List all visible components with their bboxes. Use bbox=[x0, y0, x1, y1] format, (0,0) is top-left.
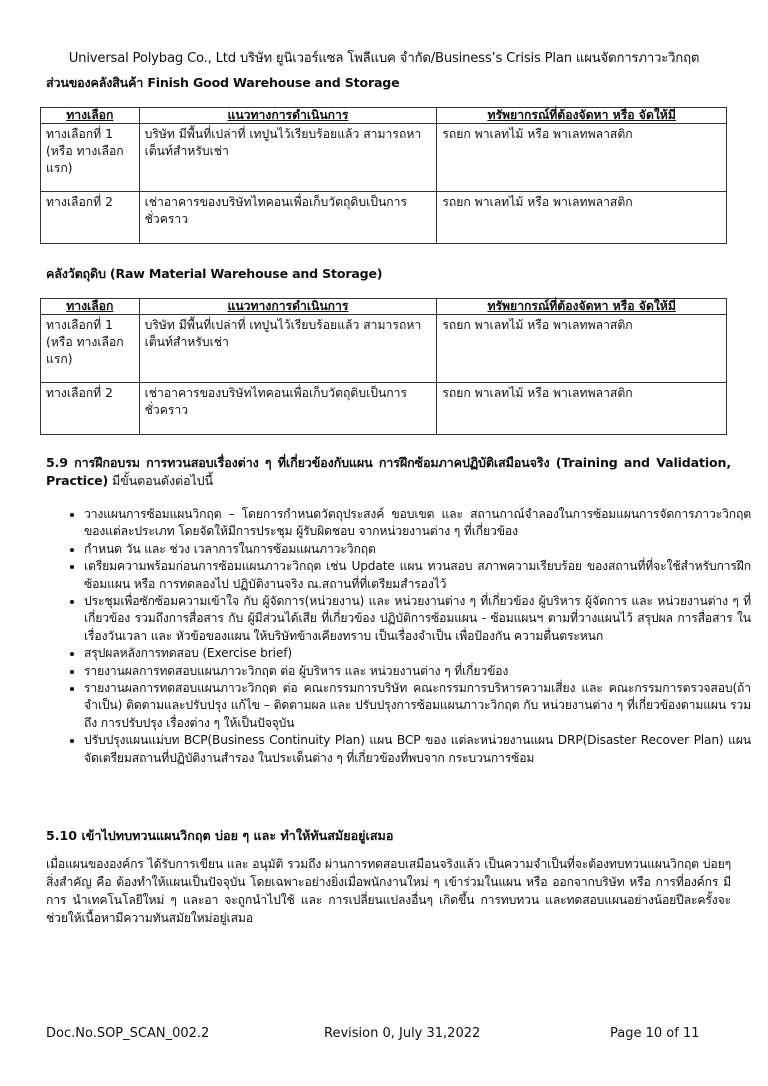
table-row bbox=[41, 124, 727, 192]
page-header: Universal Polybag Co., Ltd บริษัท ยูนิเวอร์แซล โพลีแบค จำกัด/Business’s Crisis Plan แผนจัดการภาวะวิกฤต bbox=[68, 51, 700, 66]
table-cell: รถยก พาเลทไม้ หรือ พาเลทพลาสติก bbox=[437, 383, 727, 435]
column-header: ทรัพยากรณ์ที่ต้องจัดหา หรือ จัดให้มี bbox=[437, 108, 727, 124]
table-cell: รถยก พาเลทไม้ หรือ พาเลทพลาสติก bbox=[437, 124, 727, 192]
column-header: ทรัพยากรณ์ที่ต้องจัดหา หรือ จัดให้มี bbox=[437, 299, 727, 315]
list-item: • ประชุมเพื่อซักซ้อมความเข้าใจ กับ ผู้จัดการ(หน่วยงาน) และ หน่วยงานต่าง ๆ ที่เกี่ยวข้อง ผู้บริหาร ผู้จัดการ และ หน่วยงานต่าง ๆ ที่เกี่ยวข้อง รวมถึงการสื่อสาร กับ ผู้มีส่วนได้เสีย ที่เกี่ยวข้อง ปฏิบัติการซ้อมแผน - ซ้อมแผนฯ ตามที่วางแผนไว้ สรุปผล การสื่อสาร ในเรื่องวันเวลา และ หัวข้อของแผน ให้บริษัทข้างเคียงทราบ เป็นเรื่องจำเป็น เพื่อป้องกัน ความตื่นตระหนก bbox=[84, 593, 751, 645]
rm-options-table bbox=[40, 298, 727, 435]
column-header: แนวทางการดำเนินการ bbox=[139, 299, 437, 315]
footer-doc-number: Doc.No.SOP_SCAN_002.2 bbox=[46, 1026, 210, 1041]
footer-revision: Revision 0, July 31,2022 bbox=[324, 1026, 481, 1041]
table-cell: เช่าอาคารของบริษัทไทคอนเพื่อเก็บวัตถุดิบเป็นการชั่วคราว bbox=[139, 192, 437, 244]
table-cell: ทางเลือกที่ 2 bbox=[41, 192, 140, 244]
list-item: • วางแผนการซ้อมแผนวิกฤต – โดยการกำหนดวัตถุประสงค์ ขอบเขต และ สถานกาณ์จำลองในการซ้อมแผนการจัดการภาวะวิกฤตของแต่ละประเภท โดยจัดให้มีการประชุม ผู้รับผิดชอบ จากหน่วยงานต่าง ๆ ที่เกี่ยวข้อง bbox=[84, 506, 751, 541]
list-item: • เตรียมความพร้อมก่อนการซ้อมแผนภาวะวิกฤต เช่น Update แผน ทวนสอบ สภาพความเรียบร้อย ของสถานที่ที่จะใช้สำหรับการฝึกซ้อมแผน หรือ การทดลองไป ปฏิบัติงานจริง ณ.สถานที่ที่เตรียมสำรองไว้ bbox=[84, 558, 751, 593]
section-5-9-steps bbox=[64, 506, 751, 767]
list-item: • รายงานผลการทดสอบแผนภาวะวิกฤต ต่อ ผู้บริหาร และ หน่วยงานต่าง ๆ ที่เกี่ยวข้อง bbox=[84, 663, 751, 680]
fg-options-table bbox=[40, 107, 727, 244]
column-header: ทางเลือก bbox=[41, 299, 140, 315]
fg-section-heading: ส่วนของคลังสินค้า Finish Good Warehouse and Storage bbox=[46, 75, 400, 90]
table-cell: บริษัท มีพื้นที่เปล่าที่ เทปูนไว้เรียบร้อยแล้ว สามารถหาเต็นท์สำหรับเช่า bbox=[139, 124, 437, 192]
table-row bbox=[41, 383, 727, 435]
table-cell: เช่าอาคารของบริษัทไทคอนเพื่อเก็บวัตถุดิบเป็นการชั่วคราว bbox=[139, 383, 437, 435]
table-cell: บริษัท มีพื้นที่เปล่าที่ เทปูนไว้เรียบร้อยแล้ว สามารถหาเต็นท์สำหรับเช่า bbox=[139, 315, 437, 383]
table-header-row bbox=[41, 299, 727, 315]
table-row bbox=[41, 315, 727, 383]
table-cell: ทางเลือกที่ 1 (หรือ ทางเลือกแรก) bbox=[41, 315, 140, 383]
section-5-9-intro: มีขั้นตอนดังต่อไปนี้ bbox=[108, 472, 213, 488]
footer-page-number: Page 10 of 11 bbox=[610, 1026, 700, 1041]
table-row bbox=[41, 192, 727, 244]
table-cell: รถยก พาเลทไม้ หรือ พาเลทพลาสติก bbox=[437, 315, 727, 383]
table-header-row bbox=[41, 108, 727, 124]
rm-section-heading: คลังวัตถุดิบ (Raw Material Warehouse and Storage) bbox=[46, 266, 383, 281]
column-header: แนวทางการดำเนินการ bbox=[139, 108, 437, 124]
list-item: • กำหนด วัน และ ช่วง เวลาการในการซ้อมแผนภาวะวิกฤต bbox=[84, 541, 751, 558]
section-5-9-title: 5.9 การฝึกอบรม การทวนสอบเรื่องต่าง ๆ ที่เกี่ยวข้องกับแผน การฝึกซ้อมภาคปฏิบัติเสมือนจริง (Training and Validation, Practice) bbox=[46, 455, 731, 488]
section-5-9-heading bbox=[46, 454, 731, 489]
section-5-10-paragraph: เมื่อแผนขององค์กร ได้รับการเขียน และ อนุมัติ รวมถึง ผ่านการทดสอบเสมือนจริงแล้ว เป็นความจำเป็นที่จะต้องทบทวนแผนวิกฤต บ่อยๆ สิ่งสำคัญ คือ ต้องทำให้แผนเป็นปัจจุบัน โดยเฉพาะอย่างยิ่งเมื่อพนักงานใหม่ ๆ เข้าร่วมในแผน หรือ ออกจากบริษัท หรือ การที่องค์กร มีการ นำเทคโนโลยีใหม่ ๆ และอา จะถูกนำไปใช้ และ การเปลี่ยนแปลงอื่นๆ เกิดขึ้น การทบทวน และทดสอบแผนอย่างน้อยปีละครั้งจะช่วยให้เนื้อหามีความทันสมัยใหม่อยู่เสมอ bbox=[46, 857, 731, 925]
list-item: • สรุปผลหลังการทดสอบ (Exercise brief) bbox=[84, 645, 751, 662]
table-cell: ทางเลือกที่ 1 (หรือ ทางเลือกแรก) bbox=[41, 124, 140, 192]
column-header: ทางเลือก bbox=[41, 108, 140, 124]
list-item: • ปรับปรุงแผนแม่บท BCP(Business Continuity Plan) แผน BCP ของ แต่ละหน่วยงานแผน DRP(Disaster Recover Plan) แผนจัดเตรียมสถานที่ปฏิบัติงานสำรอง ในประเด็นต่าง ๆ ที่เกี่ยวข้องที่พบจาก กระบวนการซ้อม bbox=[84, 732, 751, 767]
list-item: • รายงานผลการทดสอบแผนภาวะวิกฤต ต่อ คณะกรรมการบริษัท คณะกรรมการบริหารความเสี่ยง และ คณะกรรมการตรวจสอบ(ถ้าจำเป็น) ติดตามและปรับปรุง แก้ไข – ติดตามผล และ ปรับปรุงการซ้อมแผนภาวะวิกฤต กับ หน่วยงานต่าง ๆ ที่เกี่ยวข้องตามแผน รวมถึง การปรับปรุง เรื่องต่าง ๆ ให้เป็นปัจจุบัน bbox=[84, 680, 751, 732]
table-cell: ทางเลือกที่ 2 bbox=[41, 383, 140, 435]
section-5-10-title: 5.10 เข้าไปทบทวนแผนวิกฤต บ่อย ๆ และ ทำให้ทันสมัยอยู่เสมอ bbox=[46, 828, 394, 843]
table-cell: รถยก พาเลทไม้ หรือ พาเลทพลาสติก bbox=[437, 192, 727, 244]
